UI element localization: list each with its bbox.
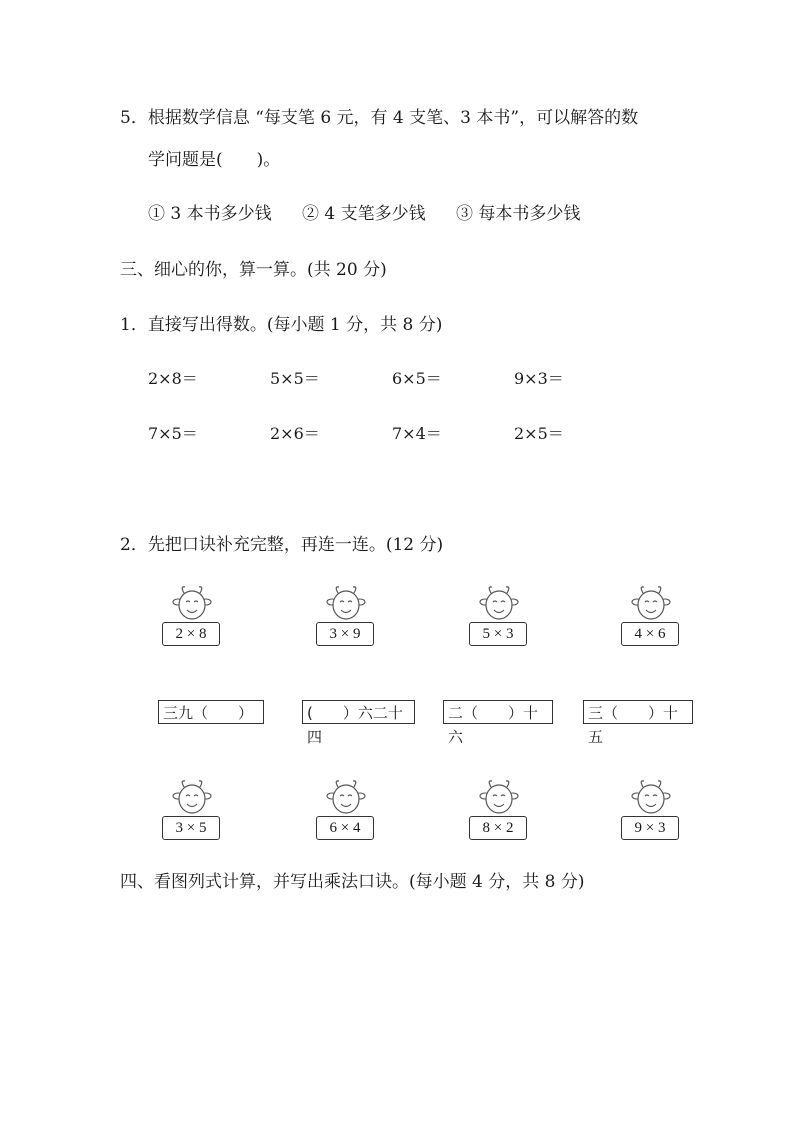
section4-title: 四、看图列式计算，并写出乘法口诀。(每小题 4 分，共 8 分) [120, 872, 585, 892]
section3-title: 三、细心的你，算一算。(共 20 分) [120, 260, 387, 280]
goat-icon [326, 778, 366, 818]
q5-line2: 学问题是( )。 [148, 150, 281, 170]
goat-icon [631, 584, 671, 624]
goat-icon [326, 584, 366, 624]
goat-icon [631, 778, 671, 818]
calc-item: 9×3＝ [514, 369, 564, 388]
goat-icon [172, 584, 212, 624]
calc-item: 6×5＝ [392, 369, 442, 388]
goat-card [162, 778, 232, 848]
q5-line1: 5．根据数学信息 “每支笔 6 元，有 4 支笔、3 本书”，可以解答的数 [120, 108, 639, 128]
q5-option-2: ② 4 支笔多少钱 [302, 204, 426, 224]
goat-card [621, 584, 691, 654]
calc-item: 2×8＝ [148, 369, 198, 388]
section3-q2-title: 2．先把口诀补充完整，再连一连。(12 分) [120, 535, 444, 555]
goat-expression-box: 3 × 9 [316, 622, 374, 646]
goat-expression-box: 4 × 6 [621, 622, 679, 646]
goat-icon [479, 584, 519, 624]
goat-expression-box: 8 × 2 [469, 816, 527, 840]
goat-card [316, 778, 386, 848]
goat-expression-box: 5 × 3 [469, 622, 527, 646]
rhyme-box: ( ）六二十四 [302, 700, 415, 724]
rhyme-box: 三（ ）十五 [583, 700, 693, 724]
calc-item: 5×5＝ [270, 369, 320, 388]
goat-card [162, 584, 232, 654]
goat-card [621, 778, 691, 848]
calc-item: 7×5＝ [148, 424, 198, 443]
goat-expression-box: 3 × 5 [162, 816, 220, 840]
goat-icon [172, 778, 212, 818]
goat-expression-box: 2 × 8 [162, 622, 220, 646]
calc-item: 2×6＝ [270, 424, 320, 443]
goat-card [469, 584, 539, 654]
goat-card [469, 778, 539, 848]
calc-item: 7×4＝ [392, 424, 442, 443]
rhyme-box: 三九（ ） [158, 700, 264, 724]
goat-expression-box: 6 × 4 [316, 816, 374, 840]
section3-q1-title: 1．直接写出得数。(每小题 1 分，共 8 分) [120, 315, 443, 335]
goat-expression-box: 9 × 3 [621, 816, 679, 840]
q5-option-3: ③ 每本书多少钱 [456, 204, 581, 224]
goat-icon [479, 778, 519, 818]
rhyme-box: 二（ ）十六 [443, 700, 553, 724]
calc-item: 2×5＝ [514, 424, 564, 443]
goat-card [316, 584, 386, 654]
q5-option-1: ① 3 本书多少钱 [148, 204, 272, 224]
